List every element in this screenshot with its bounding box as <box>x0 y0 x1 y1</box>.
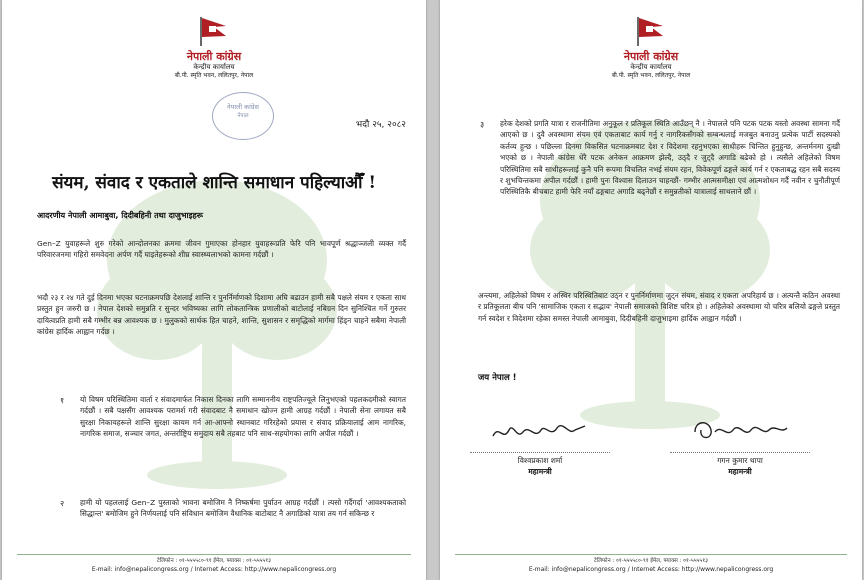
paragraph-condolence: Gen–Z युवाहरूले शुरु गरेको आन्दोलनका क्रममा जीवन गुमाएका होनहार युवाहरूप्रति फेरि पनि भावपूर्ण श्रद्धाञ्जली व्यक्त गर्दै परिवारजनमा गहिरो समवेदना अर्पण गर्दै घाइतेहरूको शीघ्र स्वास्थ्यलाभको कामना गर्दछौं । <box>37 239 406 260</box>
signatory-role-2: महामन्त्री <box>728 467 752 476</box>
item-number: १ <box>60 396 65 405</box>
letter-footer <box>455 554 847 574</box>
party-name: नेपाली कांग्रेस <box>623 50 679 63</box>
jay-nepal: जय नेपाल ! <box>478 373 517 383</box>
letter-date: भदौ २५, २०८२ <box>355 120 406 130</box>
footer-email-web: E-mail: info@nepalicongress.org / Internet Access: http://www.nepalicongress.org <box>91 566 337 573</box>
footer-email-web: E-mail: info@nepalicongress.org / Internet Access: http://www.nepalicongress.org <box>528 566 774 573</box>
flag-logo-icon <box>197 14 231 48</box>
party-name: नेपाली कांग्रेस <box>186 50 242 63</box>
signatory-name-1: विश्वप्रकाश शर्मा <box>470 452 610 466</box>
office-address: बी.पी. स्मृति भवन, ललितपुर, नेपाल <box>611 72 691 79</box>
party-logo <box>2 14 426 80</box>
signature-block-2 <box>670 410 810 477</box>
flag-logo-icon <box>634 14 668 48</box>
official-seal: नेपाली कांग्रेस नेपाल <box>212 92 274 140</box>
handwritten-signature-1 <box>485 410 595 450</box>
paragraph-item-2: हामी यो पहललाई Gen–Z पुस्ताको भावना बमोजिम नै निष्कर्षमा पुर्याउन आग्रह गर्दछौं । त्यसो गर्दैगर्दा 'आवश्यकताको सिद्धान्त' बमोजिम हुने निर्णयलाई पनि संविधान बमोजिम वैधानिक बाटोबाट नै अगाडिको यात्रा तय गर्न सकिन्छ र <box>80 498 406 519</box>
item-number: २ <box>60 499 65 508</box>
party-logo <box>440 14 862 80</box>
paragraph-closing: अन्त्यमा, अहिलेको विषम र अस्थिर परिस्थितिबाट उठ्न र पुनर्निर्माणमा जुट्न संयम, संवाद र एकता अपरिहार्य छ । अत्यन्तै कठिन अवस्था र प्रतिकूलता बीच पनि 'सामाजिक एकता र सद्भाव' नेपाली समाजको विशिष्ट चरित्र हो । अहिलेको अवस्थामा यो चरित्र बलियो ढङ्गले प्रस्तुत गर्न स्वदेश र विदेशमा रहेका समस्त नेपाली आमाबुवा, दिदीबहिनी दाजुभाइमा हार्दिक आह्वान गर्दछौं । <box>478 291 840 323</box>
signatory-role-1: महामन्त्री <box>528 467 552 476</box>
letter-page-2 <box>440 0 862 580</box>
paragraph-item-1: यो विषम परिस्थितिमा वार्ता र संवादमार्फत निकास दिनका लागि सम्माननीय राष्ट्रपतिज्यूले लिनुभएको पहलकदमीको स्वागत गर्दछौं । सबै पक्षसँग आवश्यक परामर्श गरी संवादबाट नै समाधान खोज्न हामी आग्रह गर्दछौं । नेपाली सेना लगायत सबै सुरक्षा निकायहरूले शान्ति सुरक्षा कायम गर्न आ-आफ्नो स्थानबाट गरिरहेको प्रयास र संवाद प्रक्रियालाई आम नागरिक, नागरिक समाज, सञ्चार जगत, अन्तर्राष्ट्रिय समुदाय सबै तहबाट पनि साथ-सहयोगका लागि अपील गर्दछौं । <box>80 395 406 439</box>
office-name: केन्द्रीय कार्यालय <box>193 63 235 71</box>
signatory-name-2: गगन कुमार थापा <box>670 452 810 466</box>
salutation: आदरणीय नेपाली आमाबुवा, दिदीबहिनी तथा दाजुभाइहरू <box>37 211 203 220</box>
letter-page-1 <box>2 0 426 580</box>
letter-footer <box>17 554 411 574</box>
letter-title: संयम, संवाद र एकताले शान्ति समाधान पहिल्याऔँ ! <box>52 173 376 193</box>
signature-block-1 <box>470 410 610 477</box>
office-name: केन्द्रीय कार्यालय <box>630 63 672 71</box>
office-address: बी.पी. स्मृति भवन, ललितपुर, नेपाल <box>174 72 254 79</box>
footer-contact: टेलिफोन : ०१-५५५५८०-९१ ईमेल, फ्याक्स : ०१-५५५५१३ <box>594 558 708 564</box>
paragraph-appeal: भदौ २३ र २४ गते दुई दिनमा भएका घटनाक्रमपछि देशलाई शान्ति र पुनर्निर्माणको दिशामा अघि बढाउन हामी सबै पक्षले संयम र एकता साथ प्रस्तुत हुन जरुरी छ । नेपाल देशको समुन्नति र सुन्दर भविष्यका लागि लोकतान्त्रिक प्रणालीको बाटोलाई नबिग्रन दिन सुनिश्चित गर्ने गुरुतर दायित्वप्रति हामी सबै गम्भीर बन्न आवश्यक छ । मुलुकको सार्थक हित चाहने, शान्ति, सुशासन र समृद्धिको मार्गमा हिंड्न चाहने सबैमा नेपाली कांग्रेस हार्दिक आह्वान गर्दछ । <box>37 293 406 337</box>
item-number: ३ <box>480 120 485 129</box>
paragraph-item-3: हरेक देशको प्रगति यात्रा र राजनीतिमा अनुकूल र प्रतिकूल स्थिति आउँछन् नै । नेपालले पनि पटक पटक यस्तो अवस्था सामना गर्दै आएको छ । दुवै अवस्थामा संयम एवं एकताबाट कार्य गर्नु र नागरिकसँगको सम्बन्धलाई मजबुत बनाउनु प्रत्येक पार्टी सदस्यको कर्तव्य हुन्छ । पछिल्ला दिनमा विकसित घटनाक्रमबाट देश र विदेशमा रहनुभएका साथीहरू चिन्तित हुनुहुन्छ, अन्तर्मनमा दुःखी भएको छ । नेपाली कांग्रेस धेरै पटक अनेकन आक्रमण झेल्दै, उठ्दै र जुट्दै अगाडि बढेको हो । त्यसैले अहिलेको विषम परिस्थितिमा सबै साथीहरूलाई कुनै पनि रूपमा विचलित नभई संयम रहन, विवेकपूर्ण ढङ्गले कार्य गर्न र एकताबद्ध रहन सबै सदस्य र शुभचिन्तकमा अपील गर्दछौं । हामी पुनः विश्वास दिलाउन चाहन्छौं- गम्भीर आत्मसमीक्षा एवं आत्मशोधन गर्दै नवीन र चुनौतीपूर्ण परिस्थितिकै बीचबाट हामी फेरि नयाँ ढङ्गबाट अगाडि बढ्नेछौं र समुन्नतीको यात्रालाई साथलाने छौं । <box>500 119 840 197</box>
handwritten-signature-2 <box>685 410 795 450</box>
footer-contact: टेलिफोन : ०१-५५५५८०-९१ ईमेल, फ्याक्स : ०१-५५५५१३ <box>157 558 271 564</box>
